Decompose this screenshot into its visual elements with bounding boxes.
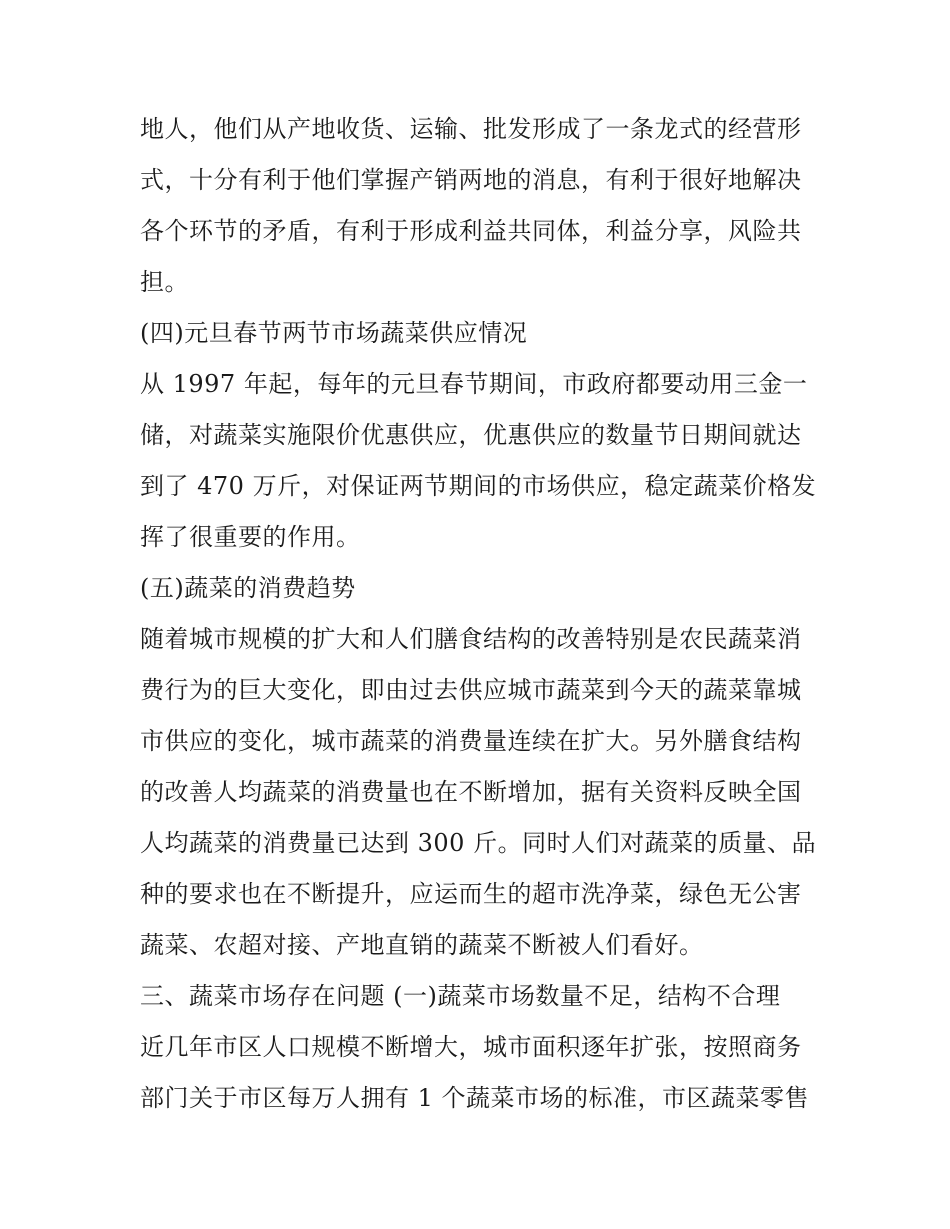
body-text-line: 部门关于市区每万人拥有 1 个蔬菜市场的标准，市区蔬菜零售 (140, 1084, 810, 1112)
body-text-line: 担。 (140, 268, 189, 296)
body-text-line: 蔬菜、农超对接、产地直销的蔬菜不断被人们看好。 (140, 931, 704, 959)
body-text-line: 的改善人均蔬菜的消费量也在不断增加，据有关资料反映全国 (140, 778, 802, 806)
body-text-line: 人均蔬菜的消费量已达到 300 斤。同时人们对蔬菜的质量、品 (140, 829, 817, 857)
body-text-line: 从 1997 年起，每年的元旦春节期间，市政府都要动用三金一 (140, 370, 808, 398)
body-text-line: 市供应的变化，城市蔬菜的消费量连续在扩大。另外膳食结构 (140, 727, 802, 755)
body-text-line: 近几年市区人口规模不断增大，城市面积逐年扩张，按照商务 (140, 1033, 802, 1061)
body-text-line: 挥了很重要的作用。 (140, 523, 361, 551)
body-text-line: 各个环节的矛盾，有利于形成利益共同体，利益分享，风险共 (140, 217, 802, 245)
body-text-line: 地人，他们从产地收货、运输、批发形成了一条龙式的经营形 (140, 115, 802, 143)
section-heading: (四)元旦春节两节市场蔬菜供应情况 (140, 319, 528, 347)
body-text-line: 费行为的巨大变化，即由过去供应城市蔬菜到今天的蔬菜靠城 (140, 676, 802, 704)
section-heading: 三、蔬菜市场存在问题 (一)蔬菜市场数量不足，结构不合理 (140, 982, 781, 1010)
body-text-line: 储，对蔬菜实施限价优惠供应，优惠供应的数量节日期间就达 (140, 421, 802, 449)
body-text-line: 随着城市规模的扩大和人们膳食结构的改善特别是农民蔬菜消 (140, 625, 802, 653)
document-page (140, 104, 820, 1124)
body-text-line: 到了 470 万斤，对保证两节期间的市场供应，稳定蔬菜价格发 (140, 472, 817, 500)
body-text-line: 种的要求也在不断提升，应运而生的超市洗净菜，绿色无公害 (140, 880, 802, 908)
body-text-line: 式，十分有利于他们掌握产销两地的消息，有利于很好地解决 (140, 166, 802, 194)
section-heading: (五)蔬菜的消费趋势 (140, 574, 356, 602)
